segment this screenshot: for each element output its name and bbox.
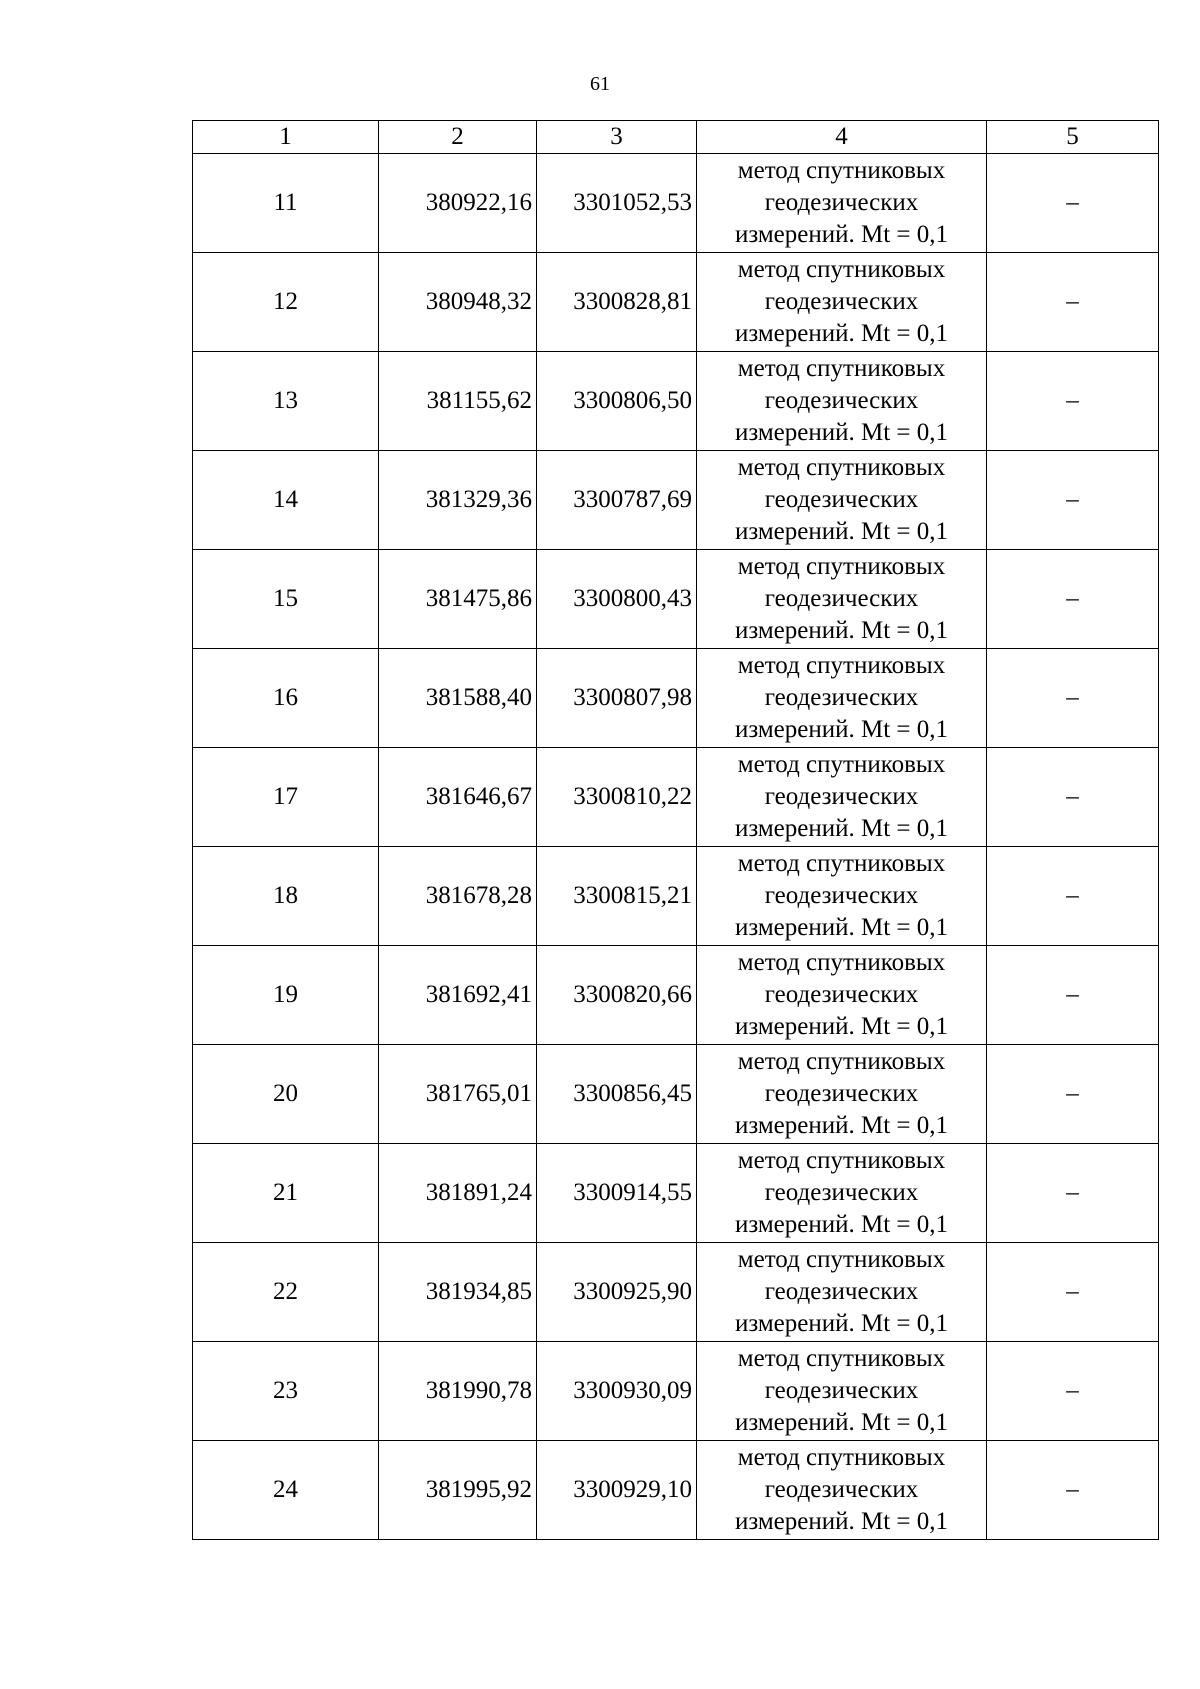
x-coordinate-cell: 381329,36	[379, 451, 537, 550]
method-cell: метод спутниковых геодезических измерений. Mt = 0,1	[697, 352, 987, 451]
y-coordinate-cell: 3300807,98	[537, 649, 697, 748]
point-number-cell: 24	[193, 1441, 379, 1540]
header-col-5: 5	[987, 121, 1159, 154]
table-row	[193, 649, 1159, 748]
x-coordinate-cell: 380922,16	[379, 154, 537, 253]
method-cell: метод спутниковых геодезических измерений. Mt = 0,1	[697, 847, 987, 946]
table-row	[193, 550, 1159, 649]
method-cell: метод спутниковых геодезических измерений. Mt = 0,1	[697, 1144, 987, 1243]
point-number-cell: 12	[193, 253, 379, 352]
note-cell: –	[987, 1045, 1159, 1144]
x-coordinate-cell: 381765,01	[379, 1045, 537, 1144]
note-cell: –	[987, 352, 1159, 451]
table-body	[193, 154, 1159, 1540]
point-number-cell: 21	[193, 1144, 379, 1243]
note-cell: –	[987, 649, 1159, 748]
x-coordinate-cell: 381155,62	[379, 352, 537, 451]
note-cell: –	[987, 748, 1159, 847]
point-number-cell: 18	[193, 847, 379, 946]
method-cell: метод спутниковых геодезических измерений. Mt = 0,1	[697, 1342, 987, 1441]
x-coordinate-cell: 381891,24	[379, 1144, 537, 1243]
method-cell: метод спутниковых геодезических измерений. Mt = 0,1	[697, 649, 987, 748]
y-coordinate-cell: 3300820,66	[537, 946, 697, 1045]
point-number-cell: 22	[193, 1243, 379, 1342]
point-number-cell: 11	[193, 154, 379, 253]
note-cell: –	[987, 847, 1159, 946]
note-cell: –	[987, 946, 1159, 1045]
note-cell: –	[987, 1342, 1159, 1441]
page-number: 61	[590, 73, 610, 95]
method-cell: метод спутниковых геодезических измерений. Mt = 0,1	[697, 550, 987, 649]
y-coordinate-cell: 3300800,43	[537, 550, 697, 649]
header-col-4: 4	[697, 121, 987, 154]
x-coordinate-cell: 381990,78	[379, 1342, 537, 1441]
table-row	[193, 253, 1159, 352]
x-coordinate-cell: 381475,86	[379, 550, 537, 649]
table-row	[193, 1144, 1159, 1243]
point-number-cell: 23	[193, 1342, 379, 1441]
note-cell: –	[987, 550, 1159, 649]
x-coordinate-cell: 381934,85	[379, 1243, 537, 1342]
point-number-cell: 20	[193, 1045, 379, 1144]
header-col-2: 2	[379, 121, 537, 154]
y-coordinate-cell: 3300828,81	[537, 253, 697, 352]
point-number-cell: 16	[193, 649, 379, 748]
point-number-cell: 14	[193, 451, 379, 550]
note-cell: –	[987, 451, 1159, 550]
header-row	[193, 121, 1159, 154]
method-cell: метод спутниковых геодезических измерений. Mt = 0,1	[697, 1441, 987, 1540]
table-header	[193, 121, 1159, 154]
x-coordinate-cell: 381995,92	[379, 1441, 537, 1540]
method-cell: метод спутниковых геодезических измерений. Mt = 0,1	[697, 1243, 987, 1342]
table-row	[193, 154, 1159, 253]
point-number-cell: 19	[193, 946, 379, 1045]
y-coordinate-cell: 3300930,09	[537, 1342, 697, 1441]
header-col-1: 1	[193, 121, 379, 154]
method-cell: метод спутниковых геодезических измерений. Mt = 0,1	[697, 1045, 987, 1144]
y-coordinate-cell: 3300929,10	[537, 1441, 697, 1540]
y-coordinate-cell: 3300787,69	[537, 451, 697, 550]
method-cell: метод спутниковых геодезических измерений. Mt = 0,1	[697, 154, 987, 253]
table-row	[193, 1045, 1159, 1144]
coordinates-table	[192, 120, 1159, 1540]
point-number-cell: 15	[193, 550, 379, 649]
note-cell: –	[987, 1243, 1159, 1342]
x-coordinate-cell: 381692,41	[379, 946, 537, 1045]
y-coordinate-cell: 3300914,55	[537, 1144, 697, 1243]
x-coordinate-cell: 381646,67	[379, 748, 537, 847]
table-row	[193, 1342, 1159, 1441]
table-row	[193, 946, 1159, 1045]
method-cell: метод спутниковых геодезических измерений. Mt = 0,1	[697, 451, 987, 550]
note-cell: –	[987, 1441, 1159, 1540]
table-row	[193, 847, 1159, 946]
point-number-cell: 17	[193, 748, 379, 847]
y-coordinate-cell: 3300806,50	[537, 352, 697, 451]
x-coordinate-cell: 381678,28	[379, 847, 537, 946]
y-coordinate-cell: 3301052,53	[537, 154, 697, 253]
y-coordinate-cell: 3300810,22	[537, 748, 697, 847]
method-cell: метод спутниковых геодезических измерений. Mt = 0,1	[697, 748, 987, 847]
table-row	[193, 1441, 1159, 1540]
x-coordinate-cell: 380948,32	[379, 253, 537, 352]
table-row	[193, 451, 1159, 550]
y-coordinate-cell: 3300925,90	[537, 1243, 697, 1342]
note-cell: –	[987, 154, 1159, 253]
method-cell: метод спутниковых геодезических измерений. Mt = 0,1	[697, 946, 987, 1045]
table-row	[193, 1243, 1159, 1342]
point-number-cell: 13	[193, 352, 379, 451]
note-cell: –	[987, 1144, 1159, 1243]
header-col-3: 3	[537, 121, 697, 154]
x-coordinate-cell: 381588,40	[379, 649, 537, 748]
y-coordinate-cell: 3300856,45	[537, 1045, 697, 1144]
y-coordinate-cell: 3300815,21	[537, 847, 697, 946]
table-row	[193, 352, 1159, 451]
note-cell: –	[987, 253, 1159, 352]
table-row	[193, 748, 1159, 847]
method-cell: метод спутниковых геодезических измерений. Mt = 0,1	[697, 253, 987, 352]
